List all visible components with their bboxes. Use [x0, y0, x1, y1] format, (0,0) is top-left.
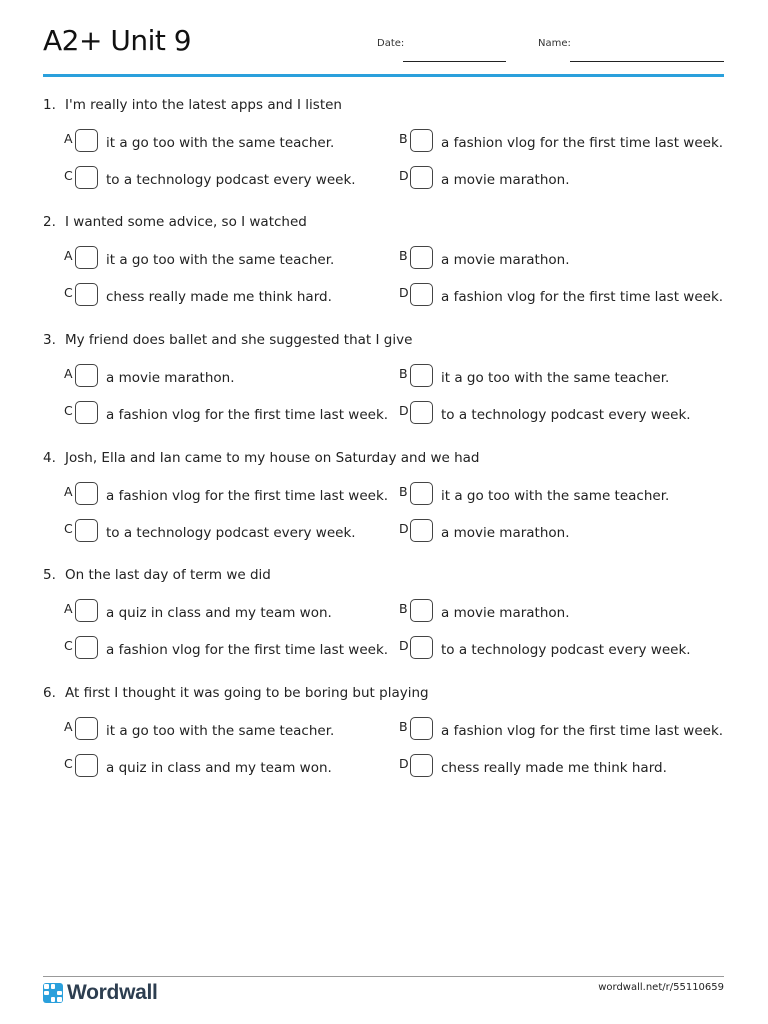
option-text: a fashion vlog for the first time last week.	[106, 407, 389, 423]
question-number: 1.	[43, 97, 56, 113]
answer-checkbox[interactable]	[410, 754, 433, 777]
option-letter: D	[399, 521, 409, 536]
option-text: a quiz in class and my team won.	[106, 605, 332, 621]
answer-checkbox[interactable]	[75, 283, 98, 306]
answer-checkbox[interactable]	[410, 599, 433, 622]
option-text: a movie marathon.	[441, 525, 570, 541]
option-text: to a technology podcast every week.	[441, 407, 691, 423]
answer-checkbox[interactable]	[410, 401, 433, 424]
option-text: a movie marathon.	[441, 172, 570, 188]
question-5	[43, 567, 733, 658]
option-letter: D	[399, 756, 409, 771]
footer-divider	[43, 976, 724, 977]
answer-checkbox[interactable]	[75, 482, 98, 505]
option-letter: D	[399, 168, 409, 183]
option-text: it a go too with the same teacher.	[106, 135, 335, 151]
wordwall-logo-icon	[43, 983, 63, 1003]
option-letter: C	[64, 168, 73, 183]
option-text: a fashion vlog for the first time last week.	[106, 642, 389, 658]
option-letter: C	[64, 638, 73, 653]
question-6	[43, 685, 733, 776]
question-prompt	[43, 332, 733, 350]
question-text: My friend does ballet and she suggested that I give	[65, 332, 413, 348]
answer-checkbox[interactable]	[75, 754, 98, 777]
question-prompt	[43, 214, 733, 232]
answer-checkbox[interactable]	[75, 246, 98, 269]
name-field[interactable]	[570, 61, 724, 62]
answer-checkbox[interactable]	[410, 166, 433, 189]
option-text: a fashion vlog for the first time last week.	[441, 723, 724, 739]
question-number: 3.	[43, 332, 56, 348]
question-number: 4.	[43, 450, 56, 466]
option-letter: A	[64, 601, 73, 616]
answer-checkbox[interactable]	[75, 599, 98, 622]
question-4	[43, 450, 733, 541]
answer-checkbox[interactable]	[410, 519, 433, 542]
date-label: Date:	[377, 38, 405, 49]
answer-checkbox[interactable]	[75, 364, 98, 387]
answer-checkbox[interactable]	[75, 717, 98, 740]
answer-checkbox[interactable]	[75, 166, 98, 189]
option-letter: B	[399, 601, 408, 616]
question-text: I'm really into the latest apps and I listen	[65, 97, 342, 113]
question-text: At first I thought it was going to be boring but playing	[65, 685, 429, 701]
option-text: it a go too with the same teacher.	[106, 723, 335, 739]
option-letter: A	[64, 484, 73, 499]
option-text: a quiz in class and my team won.	[106, 760, 332, 776]
answer-checkbox[interactable]	[75, 519, 98, 542]
option-letter: C	[64, 756, 73, 771]
question-prompt	[43, 97, 733, 115]
answer-checkbox[interactable]	[410, 283, 433, 306]
footer-url[interactable]: wordwall.net/r/55110659	[598, 982, 724, 993]
answer-checkbox[interactable]	[75, 636, 98, 659]
option-text: chess really made me think hard.	[106, 289, 332, 305]
question-prompt	[43, 685, 733, 703]
option-letter: C	[64, 521, 73, 536]
option-letter: C	[64, 403, 73, 418]
name-label: Name:	[538, 38, 571, 49]
option-letter: B	[399, 719, 408, 734]
header-divider	[43, 74, 724, 77]
option-text: it a go too with the same teacher.	[441, 488, 670, 504]
answer-checkbox[interactable]	[410, 717, 433, 740]
answer-checkbox[interactable]	[410, 129, 433, 152]
option-letter: B	[399, 366, 408, 381]
option-letter: B	[399, 131, 408, 146]
option-text: chess really made me think hard.	[441, 760, 667, 776]
option-letter: B	[399, 248, 408, 263]
date-field[interactable]	[403, 61, 506, 62]
option-letter: D	[399, 638, 409, 653]
option-text: a movie marathon.	[106, 370, 235, 386]
answer-checkbox[interactable]	[410, 364, 433, 387]
option-letter: C	[64, 285, 73, 300]
option-text: a fashion vlog for the first time last week.	[441, 135, 724, 151]
question-text: Josh, Ella and Ian came to my house on Saturday and we had	[65, 450, 480, 466]
option-letter: D	[399, 285, 409, 300]
question-number: 5.	[43, 567, 56, 583]
option-letter: A	[64, 131, 73, 146]
question-number: 6.	[43, 685, 56, 701]
question-3	[43, 332, 733, 423]
option-letter: A	[64, 366, 73, 381]
option-text: it a go too with the same teacher.	[106, 252, 335, 268]
option-letter: B	[399, 484, 408, 499]
option-text: a movie marathon.	[441, 252, 570, 268]
answer-checkbox[interactable]	[410, 482, 433, 505]
question-1	[43, 97, 733, 188]
option-text: to a technology podcast every week.	[106, 525, 356, 541]
option-letter: A	[64, 719, 73, 734]
page-title: A2+ Unit 9	[43, 24, 192, 57]
question-text: I wanted some advice, so I watched	[65, 214, 307, 230]
question-text: On the last day of term we did	[65, 567, 271, 583]
option-text: to a technology podcast every week.	[441, 642, 691, 658]
wordwall-logo	[43, 981, 158, 1005]
option-text: a movie marathon.	[441, 605, 570, 621]
option-text: a fashion vlog for the first time last week.	[441, 289, 724, 305]
answer-checkbox[interactable]	[410, 246, 433, 269]
option-text: a fashion vlog for the first time last week.	[106, 488, 389, 504]
option-letter: D	[399, 403, 409, 418]
question-number: 2.	[43, 214, 56, 230]
answer-checkbox[interactable]	[410, 636, 433, 659]
option-text: it a go too with the same teacher.	[441, 370, 670, 386]
answer-checkbox[interactable]	[75, 401, 98, 424]
wordwall-logo-text: Wordwall	[67, 981, 158, 1004]
option-text: to a technology podcast every week.	[106, 172, 356, 188]
question-prompt	[43, 450, 733, 468]
option-letter: A	[64, 248, 73, 263]
question-prompt	[43, 567, 733, 585]
answer-checkbox[interactable]	[75, 129, 98, 152]
question-2	[43, 214, 733, 305]
